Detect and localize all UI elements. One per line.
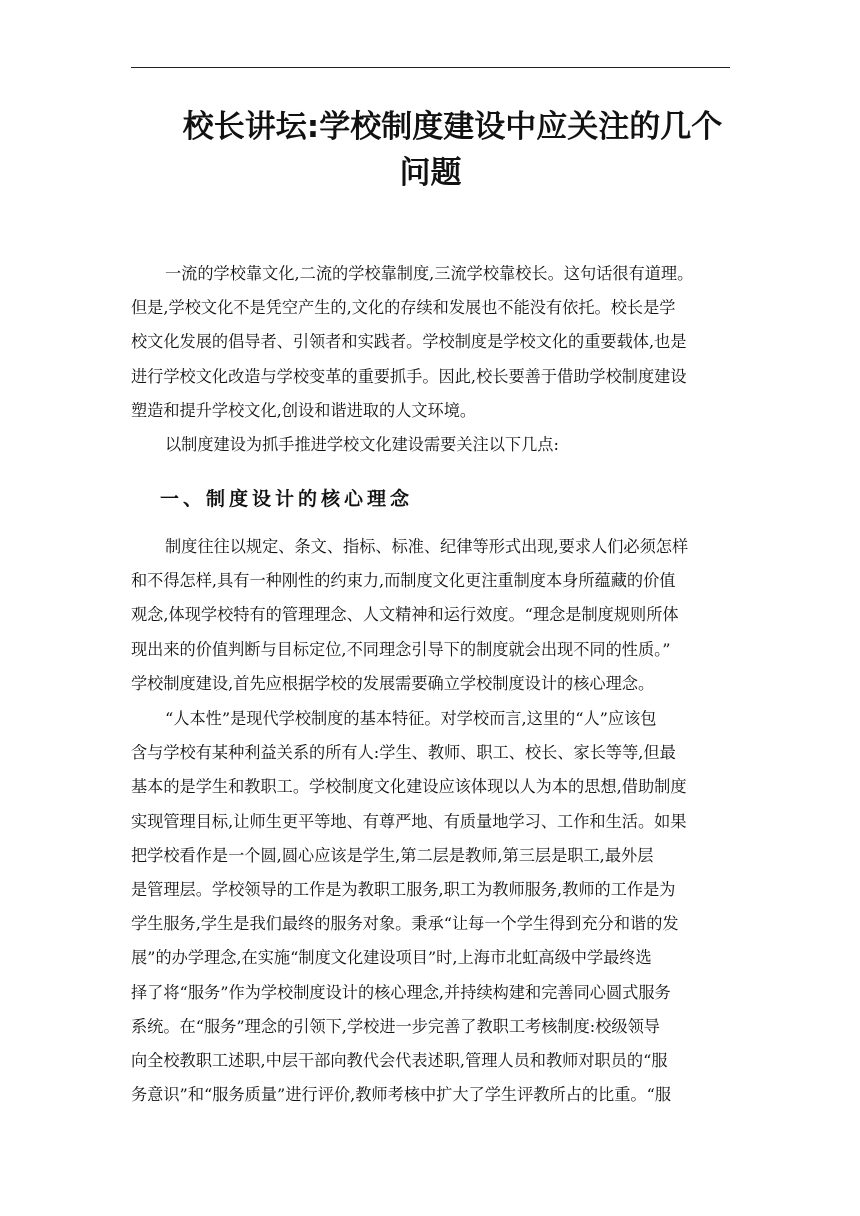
paragraph-line: 校文化发展的倡导者、引领者和实践者。学校制度是学校文化的重要载体,也是 (131, 332, 687, 352)
paragraph-line: 把学校看作是一个圆,圆心应该是学生,第二层是教师,第三层是职工,最外层 (131, 845, 654, 865)
section-1-paragraph-1 (131, 530, 730, 701)
document-title-line-2: 问题 (399, 155, 462, 191)
lead-in-paragraph (131, 428, 730, 462)
paragraph-line: 含与学校有某种利益关系的所有人:学生、教师、职工、校长、家长等等,但最 (131, 743, 676, 763)
paragraph-line: 现出来的价值判断与目标定位,不同理念引导下的制度就会出现不同的性质。” (131, 639, 671, 659)
paragraph-line: 学生服务,学生是我们最终的服务对象。秉承“让每一个学生得到充分和谐的发 (131, 914, 679, 934)
paragraph-line: 学校制度建设,首先应根据学校的发展需要确立学校制度设计的核心理念。 (131, 673, 655, 693)
paragraph-line: “人本性”是现代学校制度的基本特征。对学校而言,这里的“人”应该包 (165, 709, 657, 728)
paragraph-line: 塑造和提升学校文化,创设和谐进取的人文环境。 (131, 400, 477, 420)
paragraph-line: 但是,学校文化不是凭空产生的,文化的存续和发展也不能没有依托。校长是学 (131, 298, 676, 318)
paragraph-line: 实现管理目标,让师生更平等地、有尊严地、有质量地学习、工作和生活。如果 (131, 811, 687, 831)
paragraph-line: 是管理层。学校领导的工作是为教职工服务,职工为教师服务,教师的工作是为 (131, 880, 676, 900)
paragraph-line: 以制度建设为抓手推进学校文化建设需要关注以下几点: (165, 435, 559, 454)
paragraph-line: 观念,体现学校特有的管理理念、人文精神和运行效度。“理念是制度规则所体 (131, 605, 679, 625)
paragraph-line: 基本的是学生和教职工。学校制度文化建设应该体现以人为本的思想,借助制度 (131, 777, 687, 797)
paragraph-line: 一流的学校靠文化,二流的学校靠制度,三流学校靠校长。这句话很有道理。 (165, 264, 694, 283)
paragraph-line: 择了将“服务”作为学校制度设计的核心理念,并持续构建和完善同心圆式服务 (131, 982, 671, 1002)
document-title-line-1: 校长讲坛:学校制度建设中应关注的几个 (182, 109, 723, 145)
paragraph-line: 务意识”和“服务质量”进行评价,教师考核中扩大了学生评教所占的比重。“服 (131, 1085, 672, 1105)
paragraph-line: 进行学校文化改造与学校变革的重要抓手。因此,校长要善于借助学校制度建设 (131, 366, 687, 386)
header-rule (131, 67, 730, 68)
paragraph-line: 向全校教职工述职,中层干部向教代会代表述职,管理人员和教师对职员的“服 (131, 1051, 668, 1071)
document-title (131, 104, 730, 196)
paragraph-line: 制度往往以规定、条文、指标、标准、纪律等形式出现,要求人们必须怎样 (165, 537, 689, 556)
paragraph-line: 系统。在“服务”理念的引领下,学校进一步完善了教职工考核制度:校级领导 (131, 1016, 660, 1036)
paragraph-line: 展”的办学理念,在实施“制度文化建设项目”时,上海市北虹高级中学最终选 (131, 948, 652, 968)
section-heading-1: 一、制度设计的核心理念 (160, 488, 414, 510)
intro-paragraph (131, 257, 730, 428)
paragraph-line: 和不得怎样,具有一种刚性的约束力,而制度文化更注重制度本身所蕴藏的价值 (131, 571, 676, 591)
section-1-paragraph-2 (131, 702, 730, 1112)
